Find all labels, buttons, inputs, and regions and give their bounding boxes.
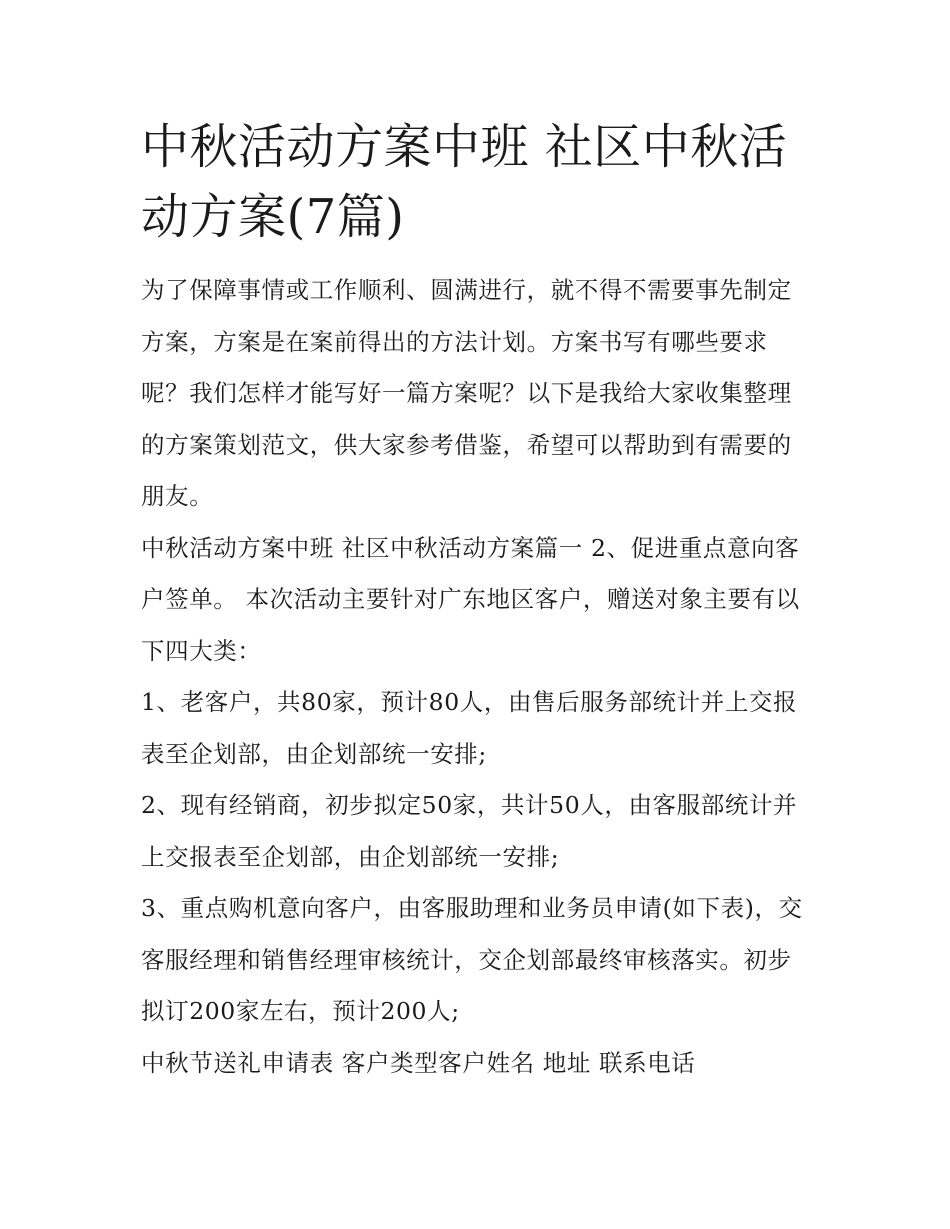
list-item-dealers: 2、现有经销商，初步拟定50家，共计50人，由客服部统计并上交报表至企划部，由企划部统一安排; [141,791,798,871]
list-item-prospects: 3、重点购机意向客户，由客服助理和业务员申请(如下表)，交客服经理和销售经理审核统计，交企划部最终审核落实。初步拟订200家左右，预计200人; [141,894,803,1025]
application-form-heading: 中秋节送礼申请表 客户类型客户姓名 地址 联系电话 [141,1048,696,1077]
document-title: 中秋活动方案中班 社区中秋活动方案(7篇) [141,119,788,245]
section-one-paragraph: 中秋活动方案中班 社区中秋活动方案篇一 2、促进重点意向客户签单。 本次活动主要针对广东地区客户，赠送对象主要有以下四大类： [141,533,800,665]
document-page [141,112,813,1089]
list-item-old-customers: 1、老客户，共80家，预计80人，由售后服务部统计并上交报表至企划部，由企划部统一安排; [141,688,798,768]
intro-paragraph: 为了保障事情或工作顺利、圆满进行，就不得不需要事先制定方案，方案是在案前得出的方法计划。方案书写有哪些要求呢？我们怎样才能写好一篇方案呢？以下是我给大家收集整理的方案策划范文，供大家参考借鉴，希望可以帮助到有需要的朋友。 [141,276,792,510]
